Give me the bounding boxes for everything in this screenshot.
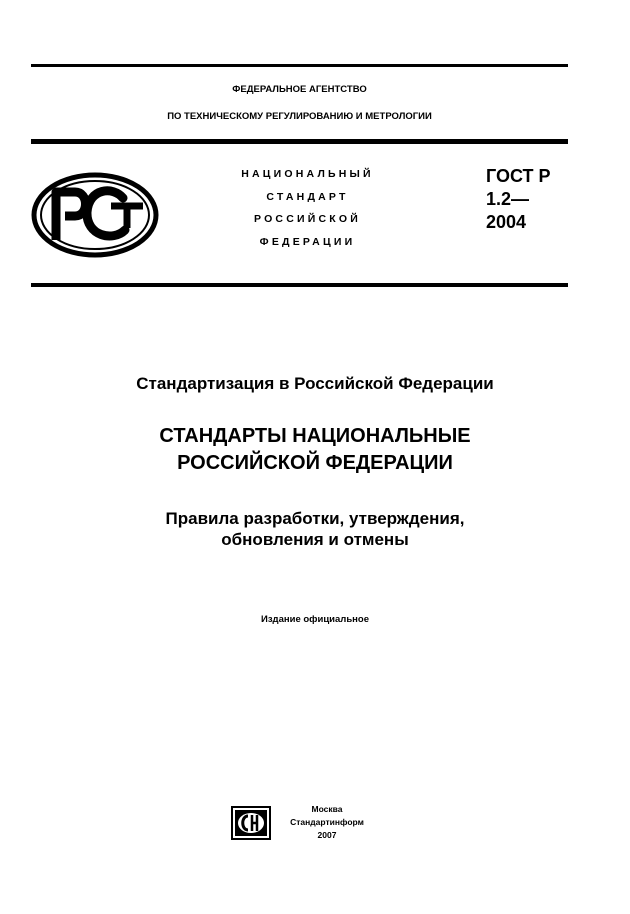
publisher-city: Москва: [311, 804, 343, 814]
edition-note: Издание официальное: [261, 614, 369, 625]
gost-code-line-2: 1.2—: [486, 189, 530, 209]
series-title: Стандартизация в Российской Федерации: [136, 374, 494, 393]
standartinform-logo-icon: [231, 806, 271, 840]
gost-code-line-3: 2004: [486, 212, 527, 232]
agency-rule: [31, 139, 568, 144]
standard-type-line-2: СТАНДАРТ: [266, 191, 349, 203]
standard-type-line-4: ФЕДЕРАЦИИ: [259, 236, 356, 248]
main-title-line-2: РОССИЙСКОЙ ФЕДЕРАЦИИ: [177, 452, 453, 474]
rst-certification-mark-icon: [31, 172, 159, 258]
standard-type-line-1: НАЦИОНАЛЬНЫЙ: [241, 168, 374, 180]
subtitle-line-1: Правила разработки, утверждения,: [165, 509, 465, 528]
header-block-rule: [31, 283, 568, 287]
agency-line-1: ФЕДЕРАЛЬНОЕ АГЕНТСТВО: [232, 84, 367, 95]
agency-line-2: ПО ТЕХНИЧЕСКОМУ РЕГУЛИРОВАНИЮ И МЕТРОЛОГИИ: [167, 111, 432, 122]
standard-type-line-3: РОССИЙСКОЙ: [254, 213, 361, 225]
publisher-year: 2007: [317, 830, 337, 840]
top-rule: [31, 64, 568, 67]
subtitle-line-2: обновления и отмены: [221, 530, 409, 549]
gost-code-line-1: ГОСТ Р: [486, 166, 551, 186]
publisher-name: Стандартинформ: [290, 817, 364, 827]
main-title-line-1: СТАНДАРТЫ НАЦИОНАЛЬНЫЕ: [159, 425, 471, 447]
